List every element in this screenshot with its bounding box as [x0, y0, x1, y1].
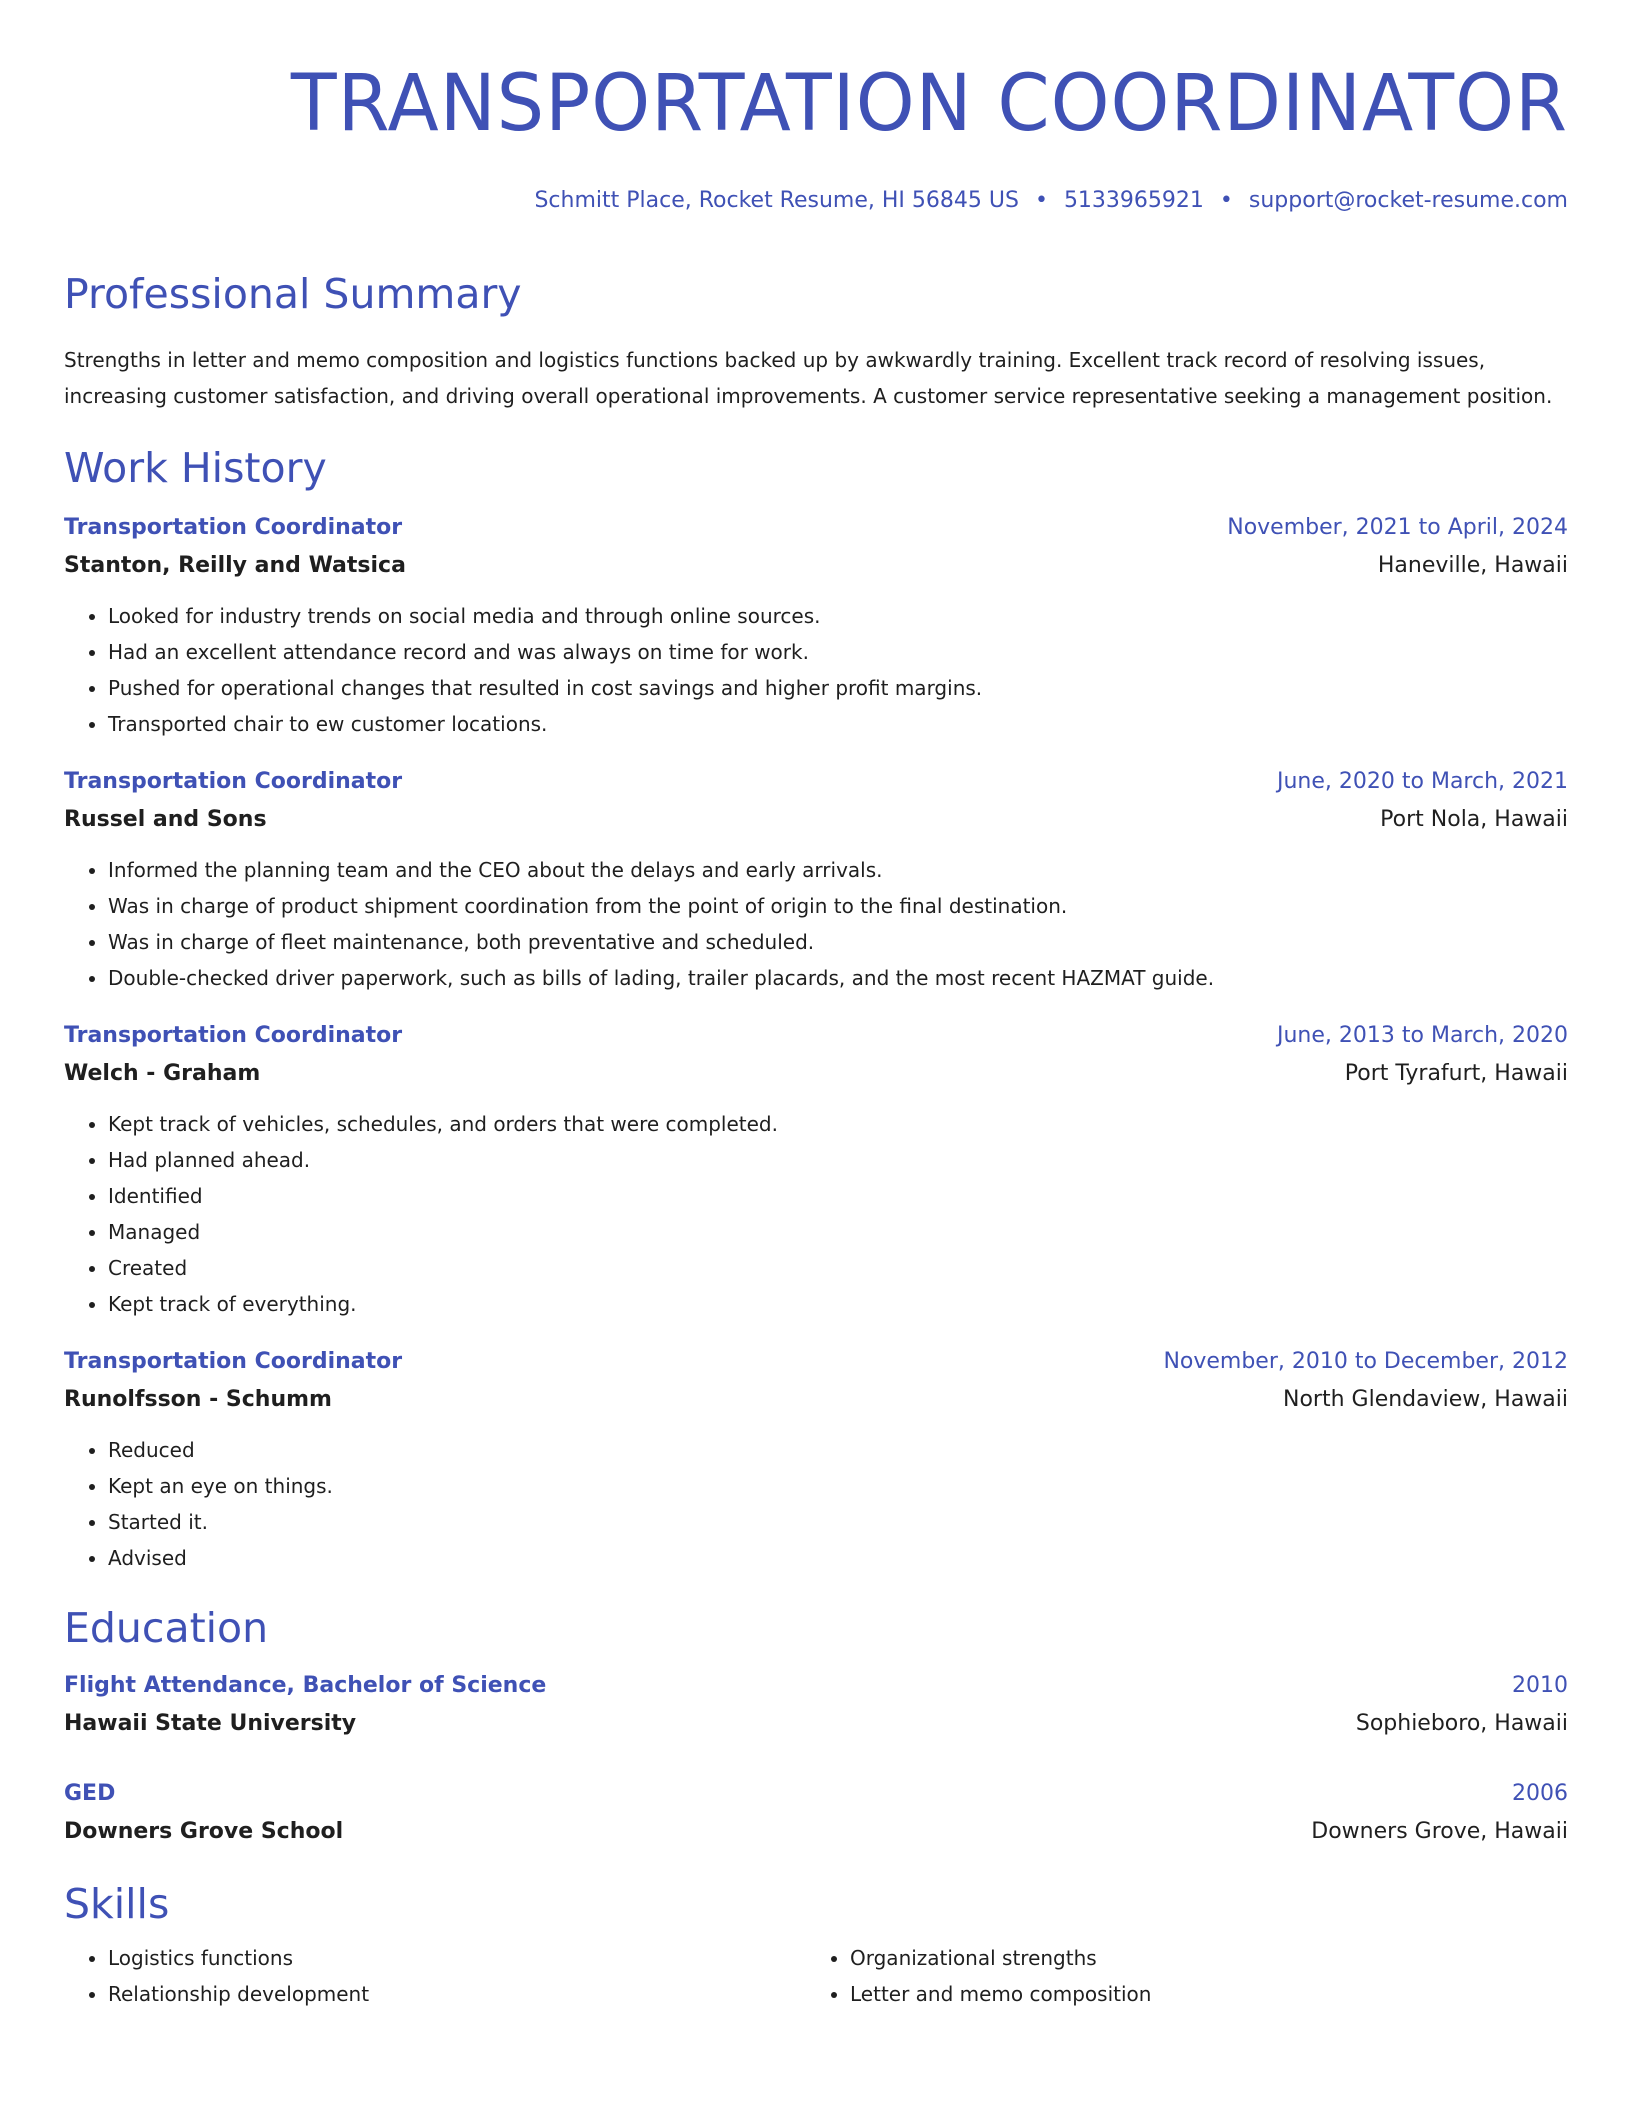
job-bullets: [64, 1106, 1568, 1322]
contact-phone: 5133965921: [1063, 188, 1204, 213]
skills-column-right: [806, 1940, 1548, 2012]
job-role: Transportation Coordinator: [64, 515, 403, 540]
education-location: Downers Grove, Hawaii: [1311, 1819, 1568, 1844]
job-bullets: [64, 598, 1568, 742]
education-entry: [64, 1668, 1568, 1744]
job-bullets: [64, 1432, 1568, 1576]
job-location: Haneville, Hawaii: [1377, 553, 1568, 578]
job-bullet: • Looked for industry trends on social media and through online sources.: [108, 598, 1568, 634]
education-degree: GED: [64, 1781, 116, 1806]
job-bullet: • Kept track of vehicles, schedules, and orders that were completed.: [108, 1106, 1568, 1142]
contact-separator: •: [1034, 188, 1048, 213]
skill-item: • Organizational strengths: [850, 1940, 1548, 1976]
contact-email[interactable]: support@rocket-resume.com: [1248, 188, 1568, 213]
job-dates: November, 2010 to December, 2012: [1163, 1349, 1568, 1374]
job-location: Port Tyrafurt, Hawaii: [1344, 1061, 1568, 1086]
job-company: Welch - Graham: [64, 1061, 261, 1086]
job-location: North Glendaview, Hawaii: [1283, 1387, 1568, 1412]
job-entry: [64, 764, 1568, 996]
job-bullets: [64, 852, 1568, 996]
summary-heading: Professional Summary: [64, 270, 522, 318]
job-bullet: • Kept an eye on things.: [108, 1468, 1568, 1504]
job-bullet: • Started it.: [108, 1504, 1568, 1540]
education-school: Downers Grove School: [64, 1819, 344, 1844]
education-location: Sophieboro, Hawaii: [1355, 1711, 1568, 1736]
education-heading: Education: [64, 1604, 269, 1652]
job-role: Transportation Coordinator: [64, 1349, 403, 1374]
work-history-list: [64, 510, 1568, 1576]
skills-heading: Skills: [64, 1880, 170, 1928]
education-list: [64, 1668, 1568, 1852]
job-entry: [64, 510, 1568, 742]
work-history-heading: Work History: [64, 444, 327, 492]
job-entry: [64, 1344, 1568, 1576]
job-bullet: • Pushed for operational changes that resulted in cost savings and higher profit margins.: [108, 670, 1568, 706]
contact-line: [64, 186, 1568, 216]
resume-page: [64, 0, 1568, 2012]
job-bullet: • Kept track of everything.: [108, 1286, 1568, 1322]
resume-title: TRANSPORTATION COORDINATOR: [290, 59, 1569, 149]
education-year: 2006: [1512, 1781, 1568, 1806]
job-bullet: • Created: [108, 1250, 1568, 1286]
job-bullet: • Reduced: [108, 1432, 1568, 1468]
contact-separator: •: [1219, 188, 1233, 213]
job-bullet: • Double-checked driver paperwork, such as bills of lading, trailer placards, and the most recent HAZMAT guide.: [108, 960, 1568, 996]
job-location: Port Nola, Hawaii: [1380, 807, 1568, 832]
job-bullet: • Had an excellent attendance record and was always on time for work.: [108, 634, 1568, 670]
contact-address: Schmitt Place, Rocket Resume, HI 56845 US: [534, 188, 1019, 213]
skills-grid: [64, 1940, 1568, 2012]
job-dates: November, 2021 to April, 2024: [1227, 515, 1568, 540]
job-dates: June, 2013 to March, 2020: [1277, 1023, 1568, 1048]
job-dates: June, 2020 to March, 2021: [1277, 769, 1568, 794]
job-bullet: • Was in charge of fleet maintenance, both preventative and scheduled.: [108, 924, 1568, 960]
summary-text: Strengths in letter and memo composition and logistics functions backed up by awkwardly training. Excellent track record of resolving issues, increasing customer satisfaction, and driving overall operational improvements. A customer service representative seeking a management position.: [64, 348, 1553, 408]
job-bullet: • Identified: [108, 1178, 1568, 1214]
skills-column-left: [64, 1940, 806, 2012]
education-school: Hawaii State University: [64, 1711, 357, 1736]
job-role: Transportation Coordinator: [64, 769, 403, 794]
job-company: Stanton, Reilly and Watsica: [64, 553, 406, 578]
job-entry: [64, 1018, 1568, 1322]
job-bullet: • Informed the planning team and the CEO about the delays and early arrivals.: [108, 852, 1568, 888]
job-bullet: • Advised: [108, 1540, 1568, 1576]
education-entry: [64, 1776, 1568, 1852]
education-year: 2010: [1512, 1673, 1568, 1698]
skill-item: • Logistics functions: [108, 1940, 806, 1976]
job-role: Transportation Coordinator: [64, 1023, 403, 1048]
skill-item: • Letter and memo composition: [850, 1976, 1548, 2012]
job-bullet: • Was in charge of product shipment coordination from the point of origin to the final destination.: [108, 888, 1568, 924]
job-bullet: • Transported chair to ew customer locations.: [108, 706, 1568, 742]
job-bullet: • Managed: [108, 1214, 1568, 1250]
skill-item: • Relationship development: [108, 1976, 806, 2012]
job-company: Russel and Sons: [64, 807, 267, 832]
education-degree: Flight Attendance, Bachelor of Science: [64, 1673, 547, 1698]
job-bullet: • Had planned ahead.: [108, 1142, 1568, 1178]
job-company: Runolfsson - Schumm: [64, 1387, 332, 1412]
